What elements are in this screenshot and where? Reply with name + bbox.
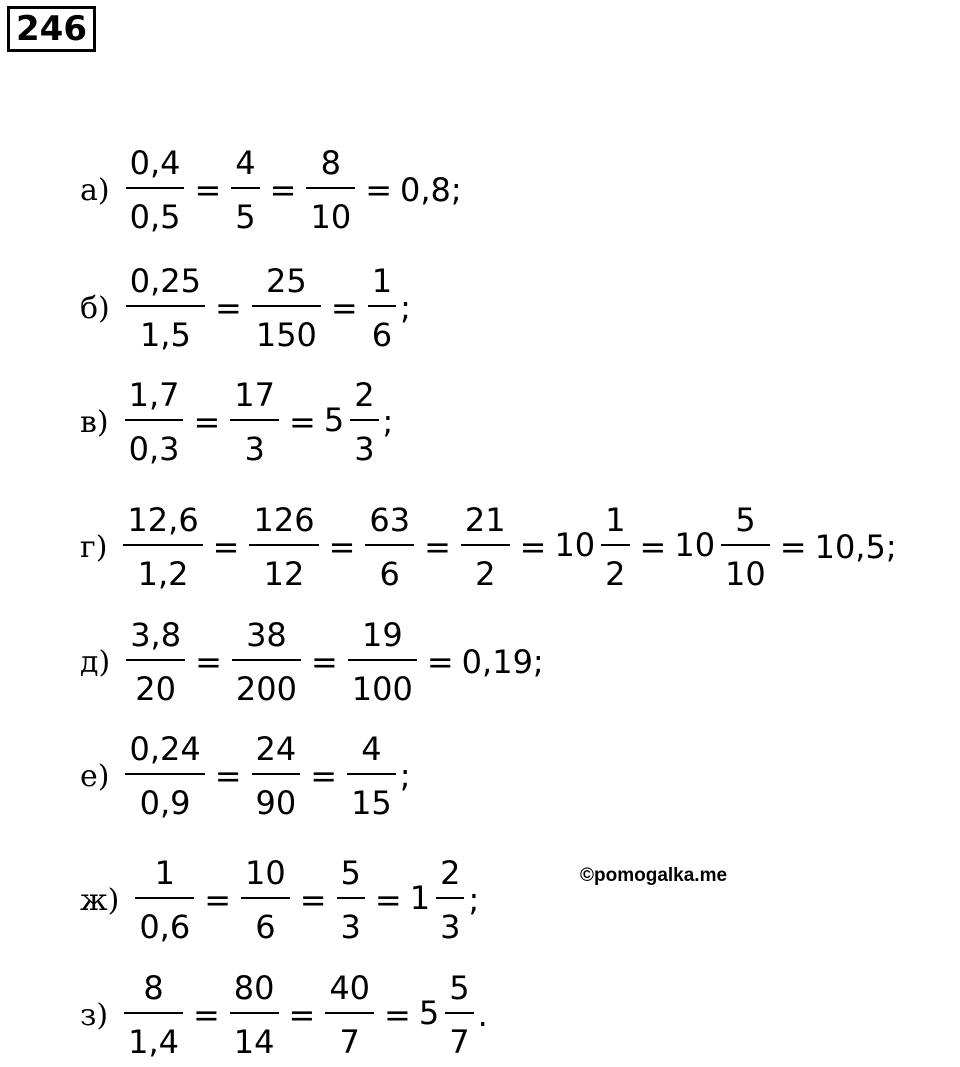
numerator: 2 — [354, 376, 375, 414]
fraction — [347, 727, 396, 825]
fraction — [306, 141, 355, 239]
item-label: г) — [80, 529, 108, 565]
mixed-number — [419, 966, 476, 1064]
denominator: 6 — [255, 908, 276, 946]
denominator: 7 — [339, 1023, 360, 1061]
fraction — [445, 966, 473, 1064]
punctuation: ; — [468, 881, 480, 919]
numerator: 4 — [235, 144, 256, 182]
numerator: 1 — [371, 262, 393, 300]
denominator: 1,5 — [139, 316, 191, 354]
denominator: 12 — [263, 555, 305, 593]
fraction — [368, 259, 396, 357]
numerator: 1,7 — [128, 376, 180, 414]
fraction — [232, 613, 301, 711]
numerator: 10 — [245, 854, 286, 892]
equation-line — [80, 258, 411, 358]
denominator: 2 — [605, 555, 626, 593]
numerator: 12,6 — [127, 501, 199, 539]
equals-sign: = — [299, 881, 327, 919]
equals-sign: = — [192, 996, 220, 1034]
numerator: 0,24 — [129, 730, 201, 768]
equals-sign: = — [194, 171, 222, 209]
equation-line — [80, 497, 897, 597]
denominator: 3 — [340, 908, 361, 946]
denominator: 6 — [371, 316, 393, 354]
numerator: 126 — [253, 501, 315, 539]
whole-part: 1 — [409, 879, 431, 917]
denominator: 14 — [233, 1023, 275, 1061]
numerator: 8 — [320, 144, 341, 182]
fraction — [123, 498, 202, 596]
fraction — [126, 613, 185, 711]
whole-part: 10 — [554, 526, 596, 564]
numerator: 5 — [735, 501, 756, 539]
fraction — [249, 498, 318, 596]
numerator: 1 — [605, 501, 626, 539]
denominator: 1,4 — [128, 1023, 179, 1061]
numerator: 8 — [143, 969, 164, 1007]
fraction — [126, 259, 205, 357]
fraction — [721, 498, 770, 596]
equals-sign: = — [289, 403, 316, 441]
denominator: 20 — [135, 670, 176, 708]
numerator: 63 — [369, 501, 411, 539]
equals-sign: = — [288, 996, 316, 1034]
equation-line — [80, 726, 411, 826]
equals-sign: = — [519, 528, 547, 566]
fraction — [135, 851, 194, 949]
equals-sign: = — [365, 171, 392, 209]
denominator: 0,5 — [129, 198, 181, 236]
equation-line — [80, 612, 544, 712]
numerator: 19 — [361, 616, 403, 654]
equation-line — [80, 965, 488, 1065]
equals-sign: = — [212, 528, 240, 566]
fraction — [350, 373, 378, 471]
equation-line — [80, 850, 479, 950]
fraction — [601, 498, 629, 596]
denominator: 10 — [310, 198, 352, 236]
equals-sign: = — [426, 643, 454, 681]
fraction — [325, 966, 374, 1064]
punctuation: ; — [382, 403, 394, 441]
numerator: 1 — [154, 854, 175, 892]
denominator: 100 — [351, 670, 413, 708]
punctuation: ; — [399, 757, 411, 795]
denominator: 0,3 — [128, 430, 180, 468]
result-value: 0,8; — [400, 171, 462, 209]
whole-part: 5 — [418, 994, 440, 1032]
denominator: 5 — [235, 198, 256, 236]
denominator: 0,9 — [139, 784, 191, 822]
equals-sign: = — [384, 996, 411, 1034]
equals-sign: = — [330, 289, 358, 327]
equation-line — [80, 372, 393, 472]
numerator: 17 — [234, 376, 276, 414]
numerator: 80 — [233, 969, 275, 1007]
equals-sign: = — [639, 528, 667, 566]
numerator: 25 — [266, 262, 307, 300]
equals-sign: = — [310, 757, 338, 795]
punctuation: . — [477, 996, 488, 1034]
mixed-number — [674, 498, 771, 596]
denominator: 15 — [351, 784, 392, 822]
denominator: 150 — [255, 316, 317, 354]
fraction — [241, 851, 290, 949]
item-label: д) — [80, 644, 111, 680]
fraction — [436, 851, 464, 949]
denominator: 1,2 — [137, 555, 189, 593]
denominator: 10 — [725, 555, 766, 593]
item-label: б) — [80, 290, 110, 326]
equals-sign: = — [269, 171, 297, 209]
fraction — [230, 373, 279, 471]
numerator: 2 — [440, 854, 461, 892]
denominator: 3 — [244, 430, 265, 468]
denominator: 3 — [354, 430, 375, 468]
denominator: 3 — [440, 908, 461, 946]
equals-sign: = — [214, 757, 242, 795]
numerator: 38 — [246, 616, 287, 654]
equals-sign: = — [204, 881, 232, 919]
denominator: 200 — [235, 670, 297, 708]
equals-sign: = — [328, 528, 356, 566]
item-label: а) — [80, 172, 110, 208]
fraction — [231, 141, 259, 239]
equals-sign: = — [193, 403, 221, 441]
fraction — [252, 727, 301, 825]
punctuation: ; — [400, 289, 411, 327]
numerator: 24 — [255, 730, 297, 768]
numerator: 3,8 — [130, 616, 182, 654]
numerator: 4 — [361, 730, 382, 768]
denominator: 7 — [449, 1023, 470, 1061]
equals-sign: = — [374, 881, 402, 919]
item-label: в) — [80, 404, 109, 440]
denominator: 0,6 — [139, 908, 191, 946]
result-value: 0,19; — [461, 643, 544, 681]
mixed-number — [410, 851, 467, 949]
numerator: 0,25 — [129, 262, 202, 300]
fraction — [124, 966, 183, 1064]
equals-sign: = — [779, 528, 807, 566]
fraction — [125, 373, 184, 471]
whole-part: 5 — [323, 401, 345, 439]
numerator: 0,4 — [129, 144, 181, 182]
whole-part: 10 — [674, 526, 716, 564]
equals-sign: = — [215, 289, 242, 327]
numerator: 21 — [464, 501, 506, 539]
watermark: ©pomogalka.me — [580, 865, 728, 886]
item-label: з) — [80, 997, 109, 1033]
numerator: 5 — [449, 969, 470, 1007]
mixed-number — [324, 373, 381, 471]
equals-sign: = — [310, 643, 338, 681]
denominator: 2 — [475, 555, 496, 593]
fraction — [125, 727, 204, 825]
equals-sign: = — [424, 528, 451, 566]
fraction — [126, 141, 185, 239]
numerator: 40 — [329, 969, 371, 1007]
fraction — [252, 259, 321, 357]
equals-sign: = — [195, 643, 222, 681]
problem-number: 246 — [7, 6, 96, 52]
mixed-number — [554, 498, 631, 596]
fraction — [461, 498, 510, 596]
result-value: 10,5; — [814, 528, 897, 566]
equation-line — [80, 140, 462, 240]
fraction — [365, 498, 414, 596]
fraction — [230, 966, 279, 1064]
denominator: 90 — [255, 784, 297, 822]
numerator: 5 — [340, 854, 361, 892]
fraction — [348, 613, 417, 711]
denominator: 6 — [379, 555, 400, 593]
item-label: ж) — [80, 882, 120, 918]
fraction — [337, 851, 365, 949]
item-label: е) — [80, 758, 110, 794]
